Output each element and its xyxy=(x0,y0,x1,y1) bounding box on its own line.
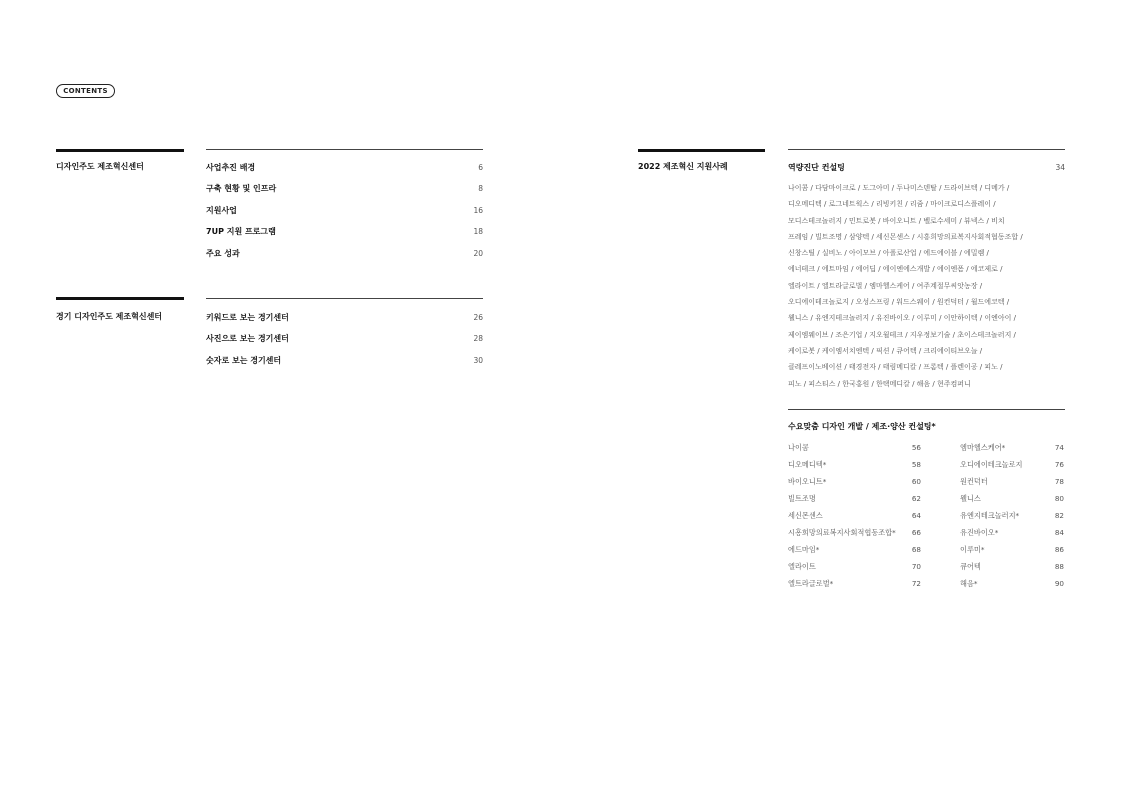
design-item-label: 세신몬센스 xyxy=(788,511,823,520)
design-item-page: 62 xyxy=(911,494,921,503)
design-item[interactable] xyxy=(788,524,921,541)
toc-item-page: 8 xyxy=(478,183,483,193)
toc-item[interactable] xyxy=(206,161,483,173)
design-item-label: 이루미* xyxy=(960,545,985,554)
design-item[interactable] xyxy=(788,473,921,490)
design-item[interactable] xyxy=(960,575,1064,592)
design-item-label: 에드마임* xyxy=(788,545,820,554)
design-item[interactable] xyxy=(788,456,921,473)
design-item-label: 디오메디텍* xyxy=(788,460,827,469)
design-item[interactable] xyxy=(960,558,1064,575)
toc-item[interactable] xyxy=(206,225,483,237)
design-item-label: 큐어텍 xyxy=(960,562,981,571)
design-item[interactable] xyxy=(960,524,1064,541)
contents-badge: CONTENTS xyxy=(56,84,115,98)
design-item[interactable] xyxy=(960,490,1064,507)
company-line: 신창스틸 / 실비노 / 아이모브 / 아폴로산업 / 에드에이블 / 에밀렘 / xyxy=(788,249,989,258)
design-item[interactable] xyxy=(788,490,921,507)
design-item-label: 유엔지테크놀러지* xyxy=(960,511,1020,520)
design-item[interactable] xyxy=(960,541,1064,558)
design-item[interactable] xyxy=(788,439,921,456)
toc-item-label: 주요 성과 xyxy=(206,248,240,258)
company-line: 제이엠웨이브 / 조은기업 / 지오월테크 / 지우정보기술 / 초이스테크놀러지 / xyxy=(788,330,1016,339)
company-line: 엘라이트 / 엘트라글로벌 / 엠마헬스케어 / 여주계절무씨앗농장 / xyxy=(788,281,983,290)
consulting-heading-row[interactable] xyxy=(788,161,1065,173)
toc-item-label: 7UP 지원 프로그램 xyxy=(206,226,276,236)
design-item-page: 74 xyxy=(1054,443,1064,452)
design-item-page: 58 xyxy=(911,460,921,469)
section1-title: 디자인주도 제조혁신센터 xyxy=(56,162,144,171)
design-item[interactable] xyxy=(960,439,1064,456)
consulting-heading: 역량진단 컨설팅 xyxy=(788,162,845,172)
design-item-page: 56 xyxy=(911,443,921,452)
toc-item-page: 16 xyxy=(473,205,483,215)
design-item-label: 원컨덕터 xyxy=(960,477,988,486)
company-line: 클레프이노베이션 / 태경전자 / 태림메디칼 / 프롬텍 / 플렌이공 / 피노 / xyxy=(788,363,1003,372)
right-section-title: 2022 제조혁신 지원사례 xyxy=(638,162,728,171)
company-line: 에너테크 / 에트마임 / 에어딥 / 에이엔에스개발 / 에이엔폼 / 에코제로 / xyxy=(788,265,1003,274)
design-item-label: 엘트라글로벌* xyxy=(788,579,834,588)
design-item[interactable] xyxy=(788,507,921,524)
company-line: 피노 / 피스티스 / 한국홍원 / 한택메디칼 / 해음 / 현주컴퍼니 xyxy=(788,379,971,388)
company-list xyxy=(788,180,1048,392)
toc-item[interactable] xyxy=(206,204,483,216)
design-item-page: 80 xyxy=(1054,494,1064,503)
toc-item[interactable] xyxy=(206,311,483,323)
design-item-label: 오디에이테크놀로지 xyxy=(960,460,1023,469)
design-item-label: 시흥희망의료복지사회적협동조합* xyxy=(788,528,896,537)
design-item-page: 82 xyxy=(1054,511,1064,520)
design-item-page: 78 xyxy=(1054,477,1064,486)
toc-item-page: 6 xyxy=(478,162,483,172)
section1-items-rule xyxy=(206,149,483,150)
design-item-page: 64 xyxy=(911,511,921,520)
toc-item-label: 사업추진 배경 xyxy=(206,162,256,172)
design-item-page: 88 xyxy=(1054,562,1064,571)
toc-item[interactable] xyxy=(206,247,483,259)
design-item-page: 68 xyxy=(911,545,921,554)
design-heading-row xyxy=(788,420,1065,432)
design-item[interactable] xyxy=(960,507,1064,524)
section2-items-rule xyxy=(206,298,483,299)
company-line: 나이콤 / 다담마이크로 / 도그아미 / 두나미스덴탈 / 드라이브텍 / 디메가 / xyxy=(788,184,1010,192)
design-item-page: 84 xyxy=(1054,528,1064,537)
design-item-label: 해음* xyxy=(960,579,978,588)
design-item-label: 나이콤 xyxy=(788,443,809,452)
design-item-page: 70 xyxy=(911,562,921,571)
toc-item-page: 28 xyxy=(473,333,483,343)
toc-item-page: 18 xyxy=(473,226,483,236)
toc-item-page: 26 xyxy=(473,312,483,322)
design-item[interactable] xyxy=(960,473,1064,490)
design-item-page: 90 xyxy=(1054,579,1064,588)
company-line: 모디스테크놀러지 / 민트로봇 / 바이오니트 / 벨로수세미 / 뷰넥스 / 비치 xyxy=(788,216,1005,225)
design-list-col2 xyxy=(960,439,1064,592)
design-heading: 수요맞춤 디자인 개발 / 제조·양산 컨설팅* xyxy=(788,421,936,431)
right-section-rule xyxy=(638,149,765,152)
design-item[interactable] xyxy=(788,575,921,592)
toc-item-label: 지원사업 xyxy=(206,205,237,215)
company-line: 케이로봇 / 케이엠서치엔텍 / 픽션 / 큐어텍 / 크리에이티브오늘 / xyxy=(788,346,983,355)
design-item-label: 엘라이트 xyxy=(788,562,816,571)
consulting-rule xyxy=(788,149,1065,150)
company-line: 오디에이테크놀로지 / 오성스프링 / 워드스웨이 / 원컨덕터 / 월드에코텍 / xyxy=(788,298,1010,307)
design-item-label: 유진바이오* xyxy=(960,528,999,537)
design-item[interactable] xyxy=(960,456,1064,473)
toc-item-label: 사진으로 보는 경기센터 xyxy=(206,333,289,343)
design-item-page: 86 xyxy=(1054,545,1064,554)
section2-rule xyxy=(56,297,184,300)
design-item[interactable] xyxy=(788,541,921,558)
design-item-page: 60 xyxy=(911,477,921,486)
section2-title: 경기 디자인주도 제조혁신센터 xyxy=(56,312,163,321)
company-line: 웰니스 / 유엔지테크놀러지 / 유진바이오 / 이루미 / 이안하이텍 / 이엔아이 / xyxy=(788,314,1016,323)
toc-item-label: 구축 현황 및 인프라 xyxy=(206,183,277,193)
consulting-page: 34 xyxy=(1055,162,1065,172)
design-list-col1 xyxy=(788,439,921,592)
design-item-page: 66 xyxy=(911,528,921,537)
design-item-label: 엠마헬스케어* xyxy=(960,443,1006,452)
toc-item[interactable] xyxy=(206,182,483,194)
company-line: 프레임 / 빌트조명 / 삼양텍 / 세신몬센스 / 시흥희망의료복지사회적협동조합 / xyxy=(788,232,1023,241)
toc-item[interactable] xyxy=(206,354,483,366)
toc-item-label: 키워드로 보는 경기센터 xyxy=(206,312,289,322)
design-item[interactable] xyxy=(788,558,921,575)
design-item-label: 빌트조명 xyxy=(788,494,816,503)
design-item-label: 웰니스 xyxy=(960,494,981,503)
company-line: 디오메디텍 / 로그네트웍스 / 리빙키친 / 리쥼 / 마이크로디스플레이 / xyxy=(788,200,996,209)
toc-item[interactable] xyxy=(206,332,483,344)
toc-item-label: 숫자로 보는 경기센터 xyxy=(206,355,282,365)
design-item-label: 바이오니트* xyxy=(788,477,827,486)
section1-rule xyxy=(56,149,184,152)
design-rule xyxy=(788,409,1065,410)
toc-item-page: 20 xyxy=(473,248,483,258)
design-item-page: 76 xyxy=(1054,460,1064,469)
toc-item-page: 30 xyxy=(473,355,483,365)
design-item-page: 72 xyxy=(911,579,921,588)
